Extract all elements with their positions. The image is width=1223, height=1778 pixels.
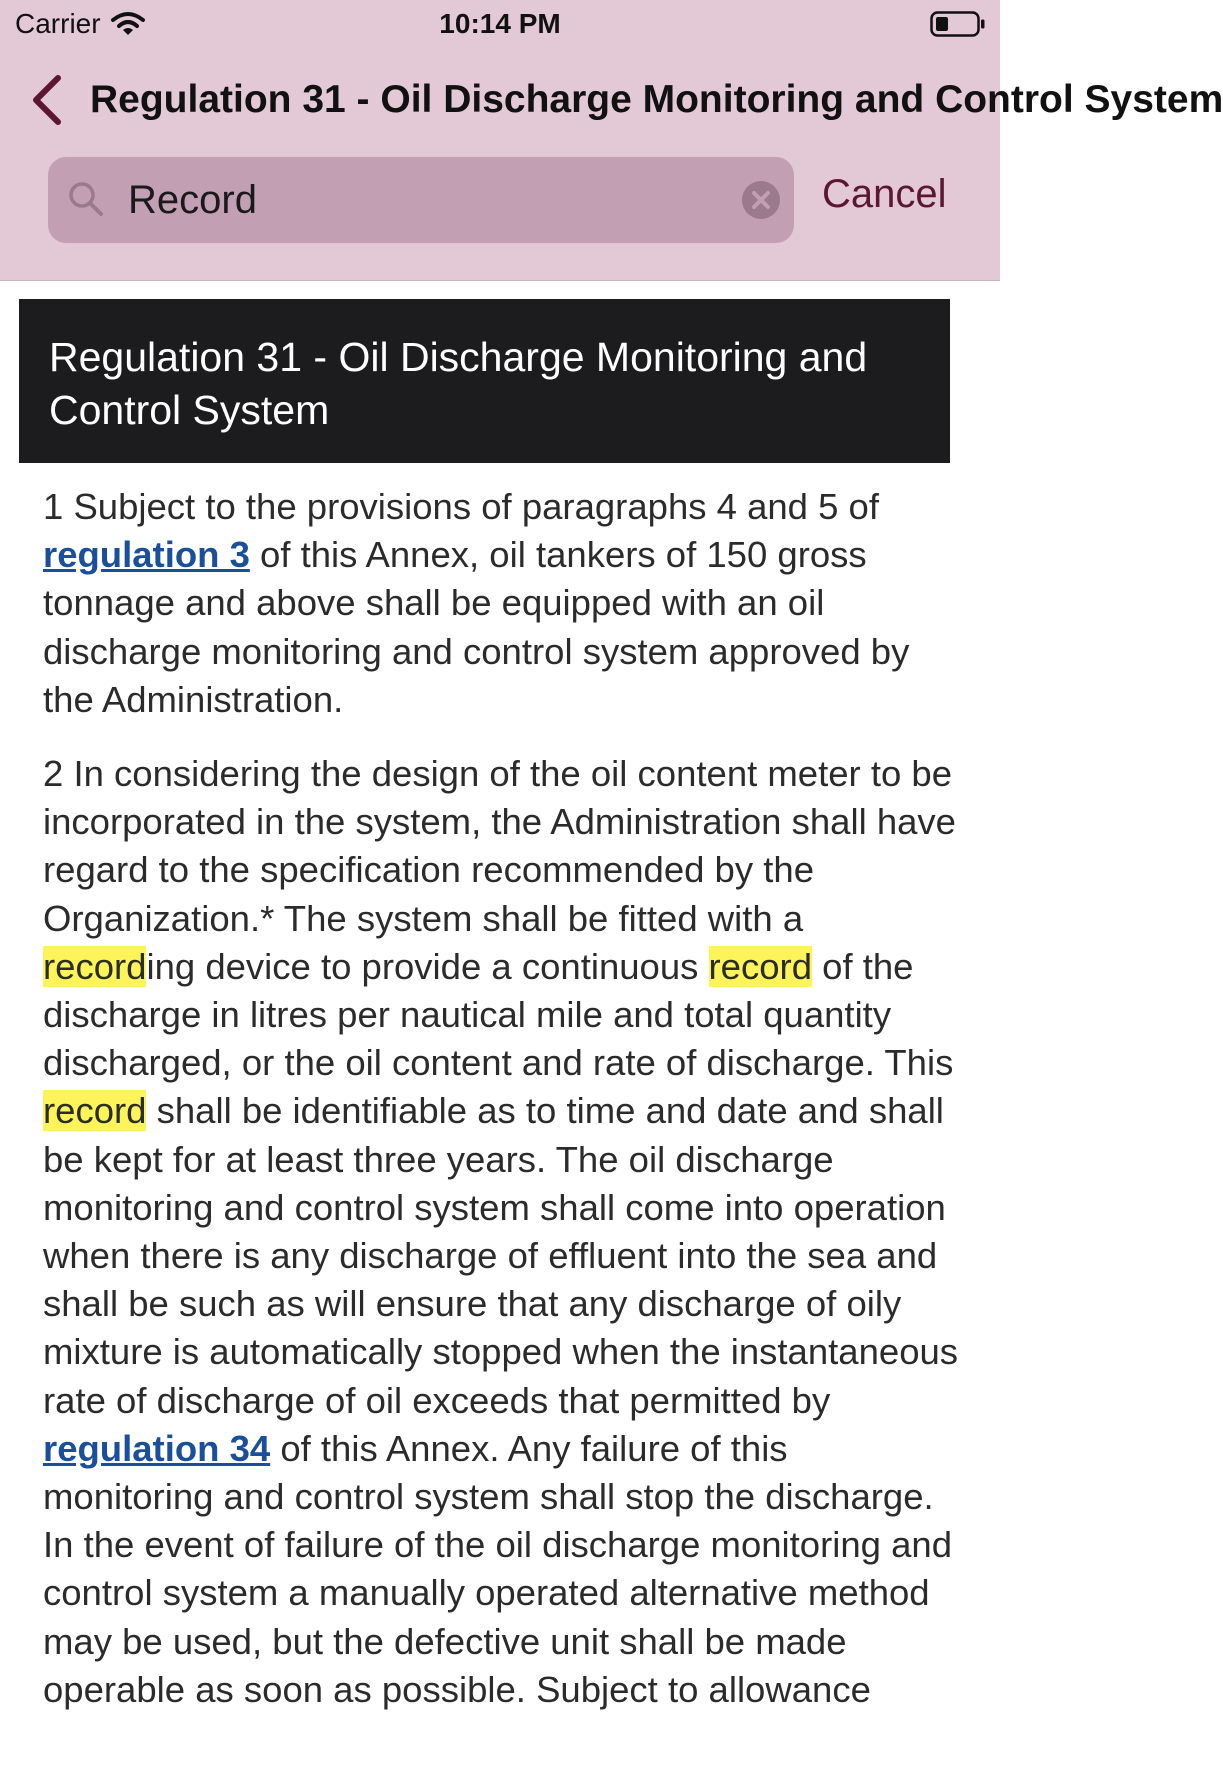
status-bar — [0, 0, 1000, 50]
cancel-button[interactable]: Cancel — [822, 172, 947, 216]
paragraph-2-text-2: ing device to provide a continuous — [146, 945, 709, 987]
search-highlight: record — [43, 1090, 147, 1132]
paragraph-2 — [43, 750, 963, 1714]
search-icon — [66, 179, 106, 219]
regulation-3-link[interactable]: regulation 3 — [43, 534, 250, 576]
clear-icon[interactable] — [742, 181, 780, 219]
paragraph-2-text-4: shall be identifiable as to time and date and shall be kept for at least three years. The oil discharge monitoring and control system shall come into operation when there is any discharge of effluent into the sea and shall be such as will ensure that any discharge of oily mixture is automatically stopped when the instantaneous rate of discharge of oil exceeds that permitted by — [43, 1090, 959, 1421]
navigation-bar — [0, 60, 1223, 140]
search-highlight: record — [43, 945, 147, 987]
clock: 10:14 PM — [439, 8, 561, 39]
search-highlight: record — [708, 945, 812, 987]
battery-icon — [930, 11, 986, 37]
chevron-left-icon[interactable] — [26, 72, 66, 128]
carrier-label: Carrier — [15, 8, 101, 39]
paragraph-2-text-5: of this Annex. Any failure of this monitoring and control system shall stop the discharge. In the event of failure of the oil discharge monitoring and control system a manually operated alternative method may be used, but the defective unit shall be made operable as soon as possible. Subject to allowance — [43, 1427, 953, 1710]
search-input[interactable] — [120, 157, 708, 243]
document-title: Regulation 31 - Oil Discharge Monitoring and Control System — [19, 299, 950, 463]
paragraph-2-text-3: of the discharge in litres per nautical mile and total quantity discharged, or the oil content and rate of discharge. This — [43, 945, 954, 1084]
document-body — [43, 483, 963, 1740]
paragraph-1-prefix: 1 Subject to the provisions of paragraphs 4 and 5 of — [43, 486, 879, 527]
paragraph-2-text-1: 2 In considering the design of the oil content meter to be incorporated in the system, the Administration shall have regard to the specification recommended by the Organization.* The system shall be fitted with a — [43, 753, 956, 939]
search-bar — [48, 157, 794, 243]
paragraph-1-suffix: of this Annex, oil tankers of 150 gross tonnage and above shall be equipped with an oil discharge monitoring and control system approved by the Administration. — [43, 534, 910, 720]
paragraph-1 — [43, 483, 963, 724]
regulation-34-link[interactable]: regulation 34 — [43, 1427, 271, 1469]
page-title: Regulation 31 - Oil Discharge Monitoring and Control System — [90, 78, 1223, 121]
header — [0, 0, 1223, 281]
